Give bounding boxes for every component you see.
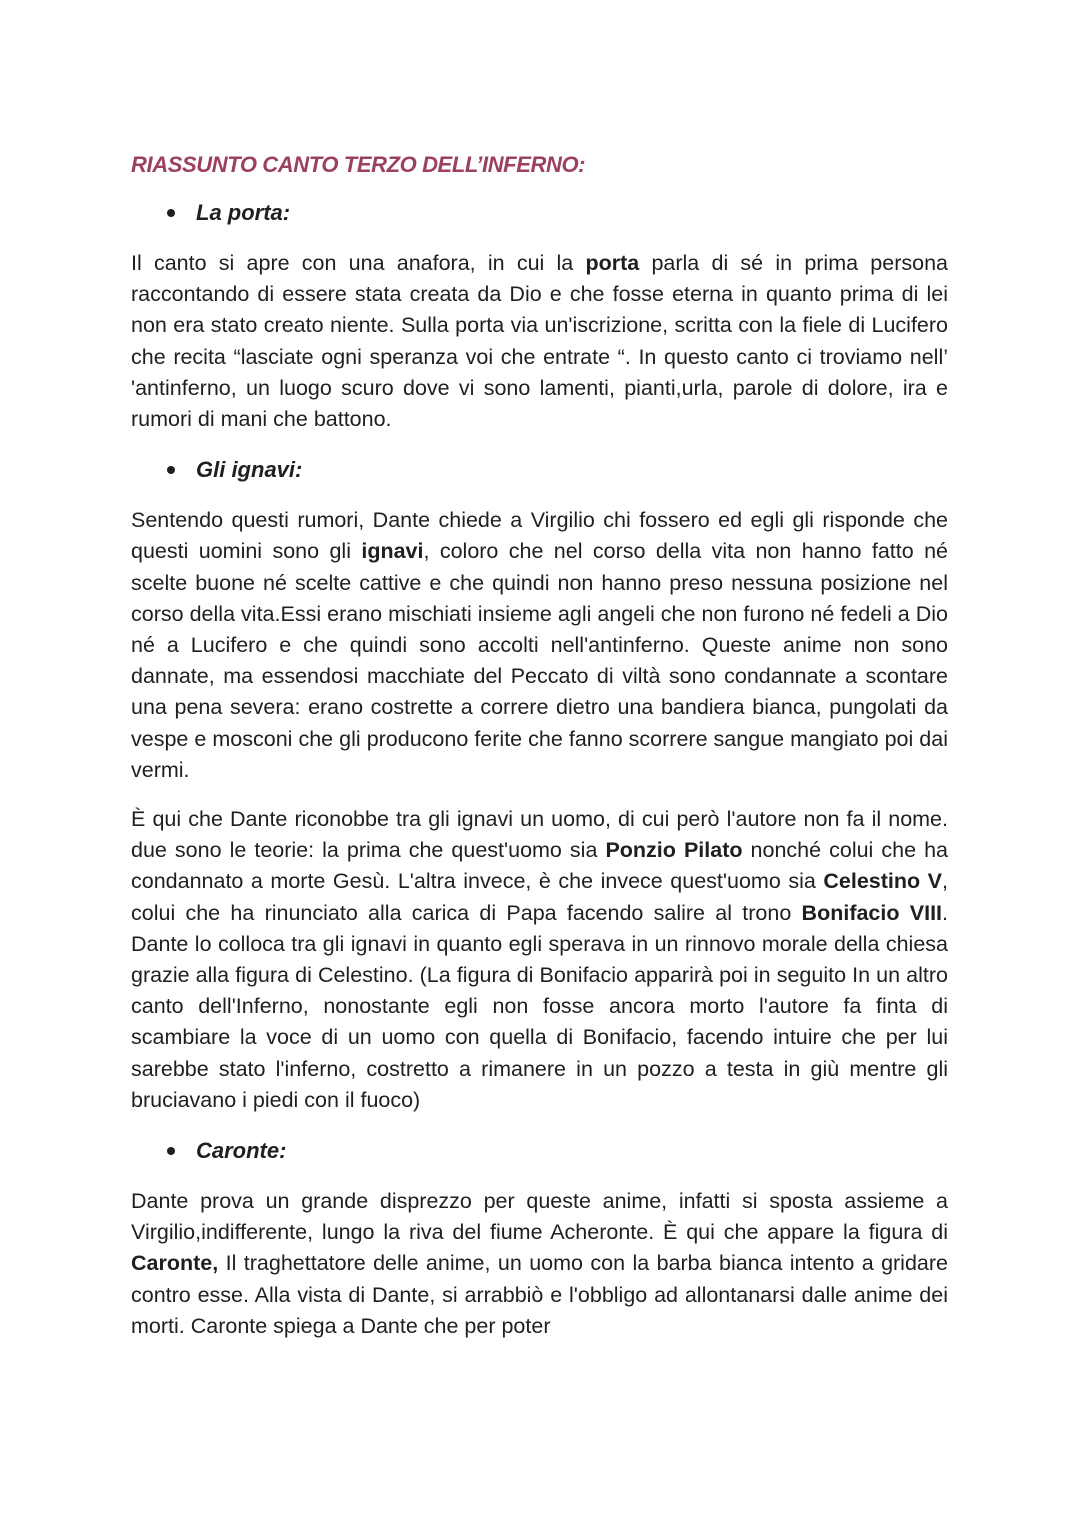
document-page xyxy=(131,148,948,1342)
text-run: . Dante lo colloca tra gli ignavi in quanto egli sperava in un rinnovo morale della chiesa grazie alla figura di Celestino. (La figura di Bonifacio apparirà poi in seguito In un altro canto dell'Inferno, nonostante egli non fosse ancora morto l'autore fa finta di scambiare la voce di un uomo con quella di Bonifacio, facendo intuire che per lui sarebbe stato l'inferno, costretto a rimanere in un pozzo a testa in giù mentre gli bruciavano i piedi con il fuoco) xyxy=(131,900,948,1112)
section-la-porta xyxy=(131,196,948,435)
bold-term: Celestino V xyxy=(823,869,943,894)
bullet-icon xyxy=(167,209,175,217)
text-run: Il canto si apre con una anafora, in cui la xyxy=(131,251,586,275)
bullet-icon xyxy=(167,1147,175,1155)
text-run: Il traghettatore delle anime, un uomo con la barba bianca intento a gridare contro esse. Alla vista di Dante, si arrabbiò e l'obbligo ad allontanarsi dalle anime dei morti. Caronte spiega a Dante che per poter xyxy=(131,1251,948,1338)
paragraph xyxy=(131,804,948,1116)
section-heading xyxy=(131,1134,948,1168)
bold-term: porta xyxy=(585,251,640,275)
section-heading-label: La porta: xyxy=(196,200,291,225)
section-heading-label: Gli ignavi: xyxy=(196,457,303,483)
bold-term: ignavi xyxy=(361,539,424,564)
section-heading xyxy=(131,196,948,230)
text-run: nonché colui che ha condannato a morte Gesù. L'altra invece, è che invece quest'uomo sia xyxy=(131,838,948,894)
text-run: parla di sé in prima persona raccontando di essere stata creata da Dio e che fosse eterna in quanto prima di lei non era stato creato niente. Sulla porta via un'iscrizione, scritta con la fiele di Lucifero che recita “lasciate ogni speranza voi che entrate “. In questo canto ci troviamo nell’ 'antinferno, un luogo scuro dove vi sono lamenti, pianti,urla, parole di dolore, ira e rumori di mani che battono. xyxy=(131,251,948,432)
section-caronte xyxy=(131,1134,948,1342)
bold-term: Ponzio Pilato xyxy=(605,838,743,863)
bold-term: Bonifacio VIII xyxy=(801,900,943,925)
section-gli-ignavi xyxy=(131,453,948,1116)
section-heading xyxy=(131,453,948,487)
section-heading-label: Caronte: xyxy=(196,1138,287,1164)
text-run: Dante prova un grande disprezzo per queste anime, infatti si sposta assieme a Virgilio,indifferente, lungo la riva del fiume Acheronte. È qui che appare la figura di xyxy=(131,1189,948,1245)
paragraph xyxy=(131,505,948,786)
bold-term: Caronte, xyxy=(131,1251,219,1276)
text-run: È qui che Dante riconobbe tra gli ignavi un uomo, di cui però l'autore non fa il nome. due sono le teorie: la prima che quest'uomo sia xyxy=(131,807,948,863)
paragraph xyxy=(131,248,948,435)
text-run: Sentendo questi rumori, Dante chiede a Virgilio chi fossero ed egli gli risponde che questi uomini sono gli xyxy=(131,508,948,564)
paragraph xyxy=(131,1186,948,1342)
text-run: , coloro che nel corso della vita non hanno fatto né scelte buone né scelte cattive e che quindi non hanno preso nessuna posizione nel corso della vita.Essi erano mischiati insieme agli angeli che non furono né fedeli a Dio né a Lucifero e che quindi sono accolti nell'antinferno. Queste anime non sono dannate, ma essendosi macchiate del Peccato di viltà sono condannate a scontare una pena severa: erano costrette a correre dietro una bandiera bianca, pungolati da vespe e mosconi che gli producono ferite che fanno scorrere sangue mangiato poi dai vermi. xyxy=(131,539,948,782)
bullet-icon xyxy=(167,466,175,474)
document-title: RIASSUNTO CANTO TERZO DELL’INFERNO: xyxy=(131,152,586,177)
text-run: , colui che ha rinunciato alla carica di Papa facendo salire al trono xyxy=(131,869,948,925)
